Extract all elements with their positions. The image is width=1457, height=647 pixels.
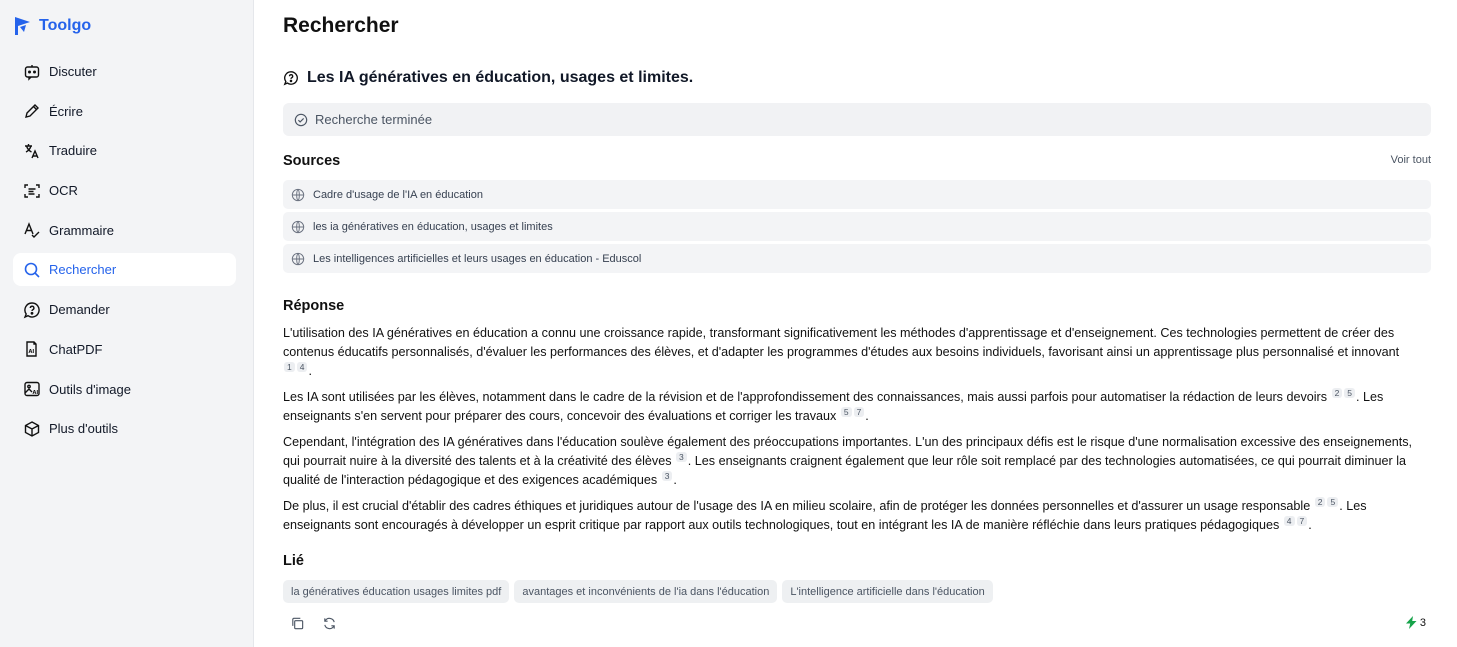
www-globe-icon (291, 252, 305, 266)
box-icon (23, 420, 41, 438)
translate-icon (23, 142, 41, 160)
answer-paragraph (283, 433, 1431, 489)
related-chip[interactable]: L'intelligence artificielle dans l'éducation (782, 580, 992, 603)
sidebar-item-label: Outils d'image (49, 381, 131, 397)
answer-title: Réponse (283, 298, 345, 314)
answer-text: . (308, 363, 312, 378)
status-bar[interactable] (283, 103, 1431, 136)
see-all-link[interactable]: Voir tout (1390, 154, 1431, 166)
sidebar-item-label: Écrire (49, 103, 83, 119)
source-item[interactable] (283, 180, 1431, 209)
answer-text: . (1308, 517, 1312, 532)
answer-text: . (865, 408, 869, 423)
answer-text: . (673, 472, 677, 487)
toolgo-logo-icon (13, 16, 33, 36)
related-chip[interactable]: la génératives éducation usages limites pdf (283, 580, 509, 603)
search-icon (23, 261, 41, 279)
source-title: Cadre d'usage de l'IA en éducation (313, 188, 483, 201)
page-title: Rechercher (283, 14, 399, 37)
query-text: Les IA génératives en éducation, usages et limites. (307, 69, 694, 86)
answer-text: . Les enseignants sont encouragés à développer un esprit critique par rapport aux outils technologiques, tout en intégrant les IA de manière réfléchie dans leurs pratiques pédagogiques (283, 498, 1367, 532)
scan-text-icon (23, 182, 41, 200)
answer-paragraph (283, 324, 1431, 380)
answer-paragraph (283, 497, 1431, 535)
citation-badge[interactable]: 3 (676, 452, 687, 462)
pdf-ai-icon (23, 340, 41, 358)
answer-body (283, 324, 1431, 542)
citation-badge[interactable]: 5 (1327, 497, 1338, 507)
sources-list (283, 180, 1431, 276)
sidebar-item-ocr[interactable] (13, 174, 236, 207)
answer-text: . Les enseignants craignent également que leur rôle soit remplacé par des technologies automatisées, ce qui pourrait diminuer la qualité de l'interaction pédagogique et des exigences académiques (283, 453, 1407, 487)
related-chips (283, 580, 993, 603)
sidebar-item-discuter[interactable] (13, 55, 236, 88)
pencil-icon (23, 102, 41, 120)
sidebar-item-demander[interactable] (13, 293, 236, 326)
sidebar-item-rechercher[interactable] (13, 253, 236, 286)
answer-text: . Les enseignants s'en servent pour préparer des cours, concevoir des évaluations et corriger les travaux (283, 389, 1384, 423)
chat-bot-icon (23, 63, 41, 81)
citation-badge[interactable]: 2 (1332, 388, 1343, 398)
question-bubble-icon (283, 70, 299, 86)
sidebar-nav (13, 55, 236, 452)
sidebar (0, 0, 254, 647)
sidebar-item-label: Traduire (49, 143, 97, 159)
sidebar-item-outils-image[interactable] (13, 373, 236, 406)
citation-badge[interactable]: 4 (297, 362, 308, 372)
sidebar-item-label: Discuter (49, 64, 97, 79)
sidebar-item-traduire[interactable] (13, 134, 236, 167)
answer-paragraph (283, 388, 1431, 426)
copy-icon[interactable] (290, 616, 305, 631)
refresh-icon[interactable] (322, 616, 337, 631)
related-chip[interactable]: avantages et inconvénients de l'ia dans l'éducation (514, 580, 777, 603)
answer-footer (283, 615, 1431, 633)
answer-text: Cependant, l'intégration des IA génératives dans l'éducation soulève également des préoccupations importantes. L'un des principaux défis est le risque d'une normalisation excessive des enseignements, qui pourrait nuire à la diversité des talents et à la créativité des élèves (283, 434, 1413, 468)
sources-title: Sources (283, 153, 341, 169)
sidebar-item-label: Demander (49, 302, 110, 318)
citation-badge[interactable]: 7 (1297, 516, 1308, 526)
question-bubble-icon (23, 301, 41, 319)
source-title: Les intelligences artificielles et leurs usages en éducation - Eduscol (313, 252, 642, 265)
check-circle-icon (294, 113, 308, 127)
image-ai-icon (23, 380, 41, 398)
svg-text:AI: AI (32, 390, 39, 396)
sidebar-item-label: ChatPDF (49, 341, 103, 357)
credit-count: 3 (1419, 616, 1426, 629)
sidebar-item-chatpdf[interactable] (13, 333, 236, 366)
citation-badge[interactable]: 5 (1344, 388, 1355, 398)
answer-text: De plus, il est crucial d'établir des cadres éthiques et juridiques autour de l'usage des IA en milieu scolaire, afin de protéger les données personnelles et d'assurer un usage responsable (283, 498, 1311, 513)
lightning-icon (1406, 616, 1417, 629)
related-title: Lié (283, 553, 304, 569)
answer-text: L'utilisation des IA génératives en éducation a connu une croissance rapide, transformant significativement les méthodes d'apprentissage et d'enseignement. Ces technologies permettent de créer des contenus éducatifs personnalisés, d'évaluer les performances des élèves, et d'adapter les programmes d'études aux besoins individuels, favorisant ainsi un apprentissage plus personnalisé et innovant (283, 326, 1400, 359)
sidebar-item-label: OCR (49, 183, 78, 199)
citation-badge[interactable]: 5 (841, 407, 852, 417)
sidebar-item-ecrire[interactable] (13, 95, 236, 128)
www-globe-icon (291, 188, 305, 202)
sidebar-item-label: Rechercher (49, 262, 117, 278)
answer-text: Les IA sont utilisées par les élèves, notamment dans le cadre de la révision et de l'approfondissement des connaissances, mais aussi parfois pour automatiser la rédaction de leurs devoirs (283, 389, 1328, 404)
www-globe-icon (291, 220, 305, 234)
sidebar-item-label: Plus d'outils (49, 421, 118, 437)
citation-badge[interactable]: 7 (854, 407, 865, 417)
search-query (283, 69, 693, 87)
sidebar-item-label: Grammaire (49, 222, 115, 238)
app-name: Toolgo (39, 17, 92, 34)
source-item[interactable] (283, 244, 1431, 273)
spellcheck-icon (23, 221, 41, 239)
status-text: Recherche terminée (315, 112, 433, 127)
credit-counter (1406, 616, 1426, 629)
citation-badge[interactable]: 4 (1284, 516, 1295, 526)
citation-badge[interactable]: 2 (1315, 497, 1326, 507)
svg-text:AI: AI (28, 349, 35, 356)
citation-badge[interactable]: 1 (284, 362, 295, 372)
source-title: les ia génératives en éducation, usages et limites (313, 220, 553, 233)
citation-badge[interactable]: 3 (662, 471, 673, 481)
sidebar-item-plus-outils[interactable] (13, 412, 236, 445)
logo[interactable] (13, 16, 91, 36)
sidebar-item-grammaire[interactable] (13, 214, 236, 247)
source-item[interactable] (283, 212, 1431, 241)
